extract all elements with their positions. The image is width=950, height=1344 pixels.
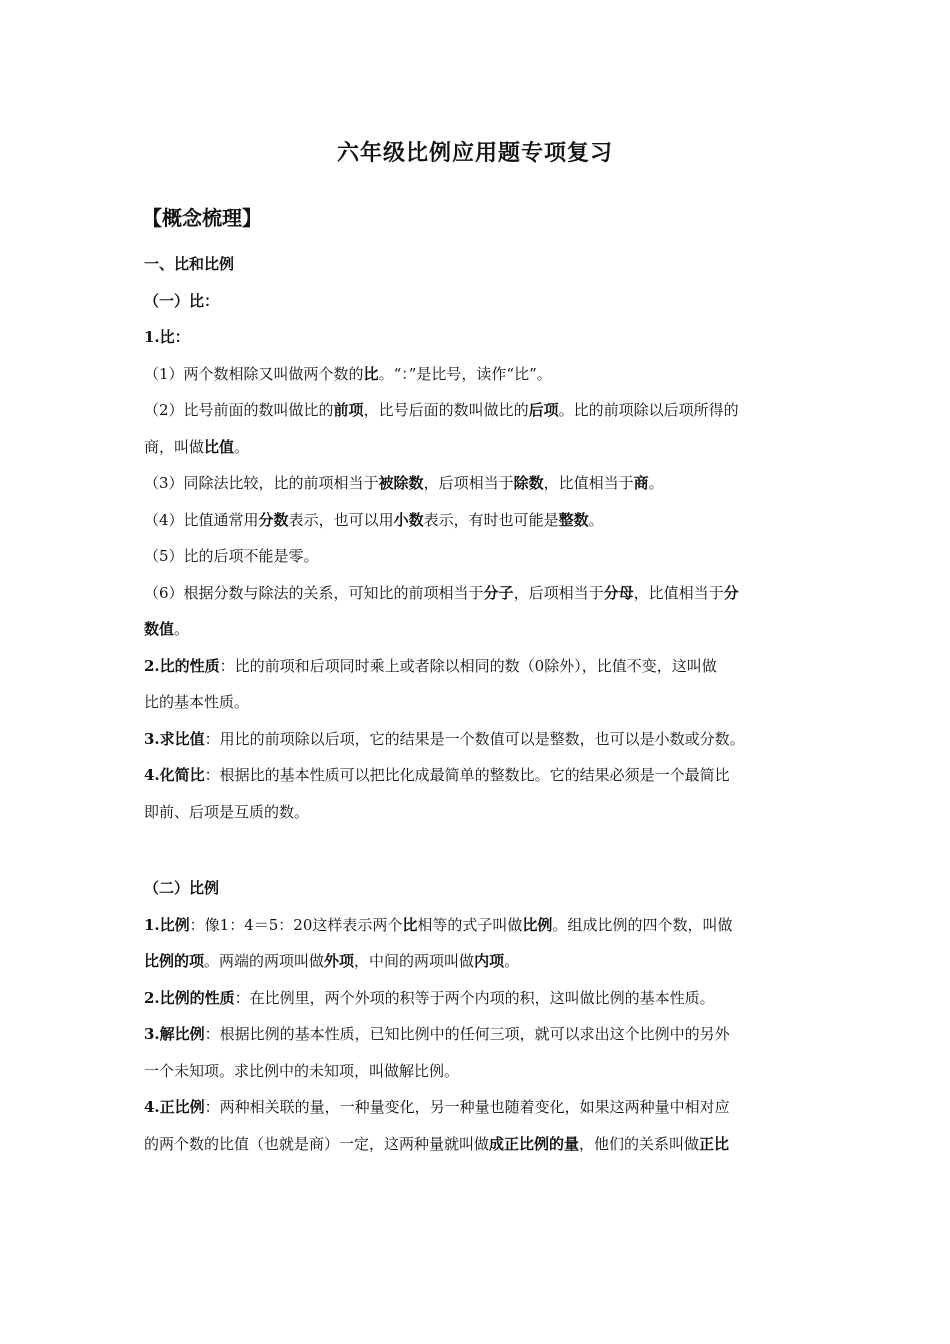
bold-term: 分数 [258,510,289,529]
text-run: ：比的前项和后项同时乘上或者除以相同的数（0除外），比值不变，这叫做 [219,656,717,675]
text-line [144,1089,814,1126]
bold-term: 后项 [528,401,559,419]
text-line [144,319,814,356]
text-run: ，他们的关系叫做 [579,1134,700,1153]
text-run: ：根据比的基本性质可以把比化成最简单的整数比。它的结果必须是一个最简比 [204,766,730,784]
bold-term: （二）比例 [144,879,220,897]
text-run: ，后项相当于 [513,583,604,602]
text-line [144,648,814,685]
bold-term: 4.正比例 [144,1098,205,1116]
text-run: （6）根据分数与除法的关系，可知比的前项相当于 [144,583,484,602]
bold-term: 正比 [699,1134,730,1153]
text-run: 一个未知项。求比例中的未知项，叫做解比例。 [144,1061,460,1080]
text-run: 。 [588,510,604,529]
text-run: 。 [234,437,250,456]
text-run: ：像1：4＝5：20这样表示两个 [189,915,403,934]
text-line [144,721,814,758]
bold-term: 成正比例的量 [489,1134,580,1153]
paragraph-gap [144,830,814,870]
text-line [144,1016,814,1053]
bold-term: 被除数 [378,474,424,492]
bold-term: 4.化简比 [144,766,205,784]
text-line [144,502,814,539]
text-run: 商，叫做 [144,437,205,456]
text-run: （2）比号前面的数叫做比的 [144,401,334,419]
bold-term: 内项 [474,952,505,970]
text-line [144,283,814,320]
text-run: 。 [174,620,190,638]
bold-term: 2.比的性质 [144,656,220,675]
text-line [144,794,814,831]
text-line [144,757,814,794]
text-run: 表示，有时也可能是 [423,510,559,529]
text-run: （3）同除法比较，比的前项相当于 [144,474,379,492]
text-line [144,1126,814,1163]
text-line [144,538,814,575]
text-line [144,429,814,466]
bold-term: 比值 [204,437,235,456]
text-run: ，后项相当于 [423,474,514,492]
text-run: ：用比的前项除以后项，它的结果是一个数值可以是整数，也可以是小数或分数。 [204,729,745,748]
text-run: 比的基本性质。 [144,693,250,711]
text-run: 。两端的两项叫做 [204,952,325,970]
text-run: ，比值相当于 [543,474,634,492]
text-run: 的两个数的比值（也就是商）一定，这两种量就叫做 [144,1134,490,1153]
bold-term: 分母 [603,583,634,602]
bold-term: 比例的项 [144,952,205,970]
bold-term: 分 [723,583,739,602]
text-run: ：两种相关联的量，一种量变化，另一种量也随着变化，如果这两种量中相对应 [204,1098,730,1116]
text-line [144,246,814,283]
bold-term: 商 [633,474,649,492]
text-line [144,465,814,502]
bold-term: 1.比例 [144,915,190,934]
bold-term: 3.求比值 [144,729,205,748]
bold-term: 外项 [324,952,355,970]
bold-term: 3.解比例 [144,1025,205,1043]
text-run: 。“：”是比号，读作“比”。 [378,364,552,383]
text-run: （4）比值通常用 [144,510,259,529]
text-run: 。 [648,474,664,492]
text-line [144,356,814,393]
text-line [144,392,814,429]
text-line [144,943,814,980]
text-run: ：在比例里，两个外项的积等于两个内项的积，这叫做比例的基本性质。 [234,988,715,1007]
text-run: ：根据比例的基本性质，已知比例中的任何三项，就可以求出这个比例中的另外 [204,1025,730,1043]
text-run: 相等的式子叫做 [417,915,523,934]
bold-term: 整数 [558,510,589,529]
text-run: 即前、后项是互质的数。 [144,802,310,821]
bold-term: 一、比和比例 [144,255,235,273]
text-line [144,611,814,648]
text-line [144,575,814,612]
text-line [144,980,814,1017]
text-run: 。 [504,952,520,970]
text-line [144,684,814,721]
bold-term: 比 [363,364,379,383]
text-run: ，比值相当于 [633,583,724,602]
text-run: ，中间的两项叫做 [354,952,475,970]
text-line [144,907,814,944]
document-body [144,246,814,1162]
text-run: 表示，也可以用 [288,510,394,529]
text-run: （1）两个数相除又叫做两个数的 [144,364,364,383]
section-header: 【概念梳理】 [142,206,262,230]
bold-term: 前项 [333,401,364,419]
text-run: ，比号后面的数叫做比的 [363,401,529,419]
bold-term: 2.比例的性质 [144,988,235,1007]
text-line [144,1053,814,1090]
text-run: 。组成比例的四个数，叫做 [552,915,733,934]
bold-term: 除数 [513,474,544,492]
bold-term: 1.比： [144,328,190,346]
page-title: 六年级比例应用题专项复习 [336,140,613,166]
bold-term: 数值 [144,620,175,638]
text-run: 。比的前项除以后项所得的 [558,401,739,419]
text-line [144,870,814,907]
text-run: （5）比的后项不能是零。 [144,547,319,565]
bold-term: 比例 [522,915,553,934]
bold-term: 分子 [483,583,514,602]
bold-term: 小数 [393,510,424,529]
bold-term: 比 [402,915,418,934]
bold-term: （一）比： [144,291,220,310]
